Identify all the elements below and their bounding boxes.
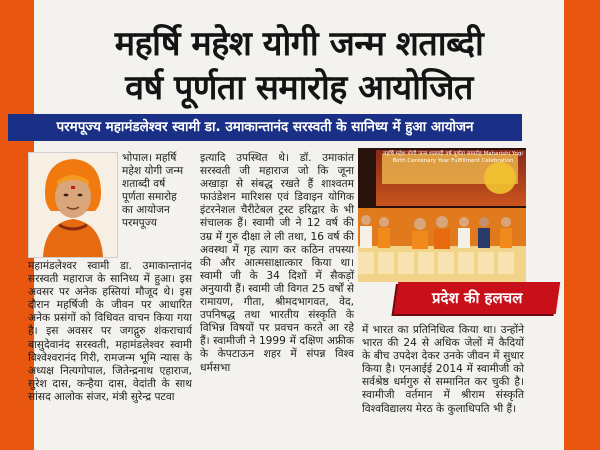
portrait-photo (28, 152, 118, 258)
subheadline-band: परमपूज्य महामंडलेश्वर स्वामी डा. उमाकान्तानंद सरस्वती के सानिध्य में हुआ आयोजन (8, 114, 522, 141)
column-1-paragraph: महामंडलेश्वर स्वामी डा. उमाकान्तानंद सरस्वती महाराज के सानिध्य में हुआ। इस अवसर पर अनेक हस्तियां मौजूद थे। इस दौरान महर्षिजी के जीवन पर आधारित अनेक प्रसंगों को विधिवत वाचन किया गया है। इस अवसर पर जगद्गुरु शंकराचार्य बासुदेवानंद सरस्वती, महामंडलेश्वर स्वामी विश्वेश्वरानंद गिरी, रामजन्म भूमि न्यास के अध्यक्ष नित्यगोपाल, जितेन्द्रनाथ एहाराज, सुरेश दास, कन्हैया दास, वेदांती के साथ सांसद आलोक संजर, मंत्री सुरेन्द्र पटवा (28, 260, 192, 403)
article-column-1 (28, 260, 192, 404)
event-photo (358, 148, 526, 282)
article-column-2 (200, 152, 354, 375)
swami-portrait-image (29, 153, 117, 257)
intro-text: भोपाल। महर्षि महेश योगी जन्म शताब्दी वर्ष पूर्णता समारोह का आयोजन परमपूज्य (122, 152, 184, 230)
headline-line-1: महर्षि महेश योगी जन्म शताब्दी (114, 24, 484, 64)
column-2-paragraph: इत्यादि उपस्थित थे। डॉ. उमाकांत सरस्वती जी महाराज जो कि जूना अखाड़ा से संबद्ध रखते हैं शाश्वतम फाउंडेशन मारिशस एवं डिवाइन योगिक इंटरनेशल चैरीटेबल ट्रस्ट हरिद्वार के भी संचालक हैं। स्वामी जी ने 12 वर्ष की उम्र में गुरु दीक्षा ले ली तथा, 16 वर्ष की अवस्था में गृह त्याग कर कठिन तपस्या की और आत्मसाक्षात्कार किया था। स्वामी जी के 34 दिशों में सैकड़ों अनुयायी हैं। स्वामी जी विगत 25 वर्षों से रामायण, गीता, श्रीमदभागवत, वेद, उपनिषद्ध तथा भारतीय संस्कृति के विभिन्न विषयों पर प्रवचन करते आ रहे हैं। स्वामीजी ने 1999 में दक्षिण अफ्रीक के केपटाऊन शहर में संपन्न विश्व धर्मसभा (200, 152, 354, 374)
headline-line-2: वर्ष पूर्णता समारोह आयोजित (125, 68, 473, 108)
section-banner (394, 282, 560, 314)
stage-event-image (358, 148, 526, 282)
column-3-paragraph: में भारत का प्रतिनिधित्व किया था। उन्होंने भारत की 24 से अधिक जेलों में कैदियों के बीच उपदेश देकर उनके जीवन में सुधार किया है। एनआईई 2014 में स्वामीजी को सर्वश्रेष्ठ धर्मगुरु से सम्मानित कर चुकी है। स्वामीजी वर्तमान में श्रीराम संस्कृति विश्वविद्यालय मेरठ के कुलाधिपति भी हैं। (362, 324, 524, 415)
stage-banner-text: महर्षि महेश योगी जन्म शताब्दी वर्ष पूर्णता समारोह Maharishi Yogi Birth Centenary Year Fulfillment Celebration (383, 151, 523, 164)
section-banner-label: प्रदेश की हलचल (431, 289, 523, 307)
article-column-3 (362, 324, 524, 416)
